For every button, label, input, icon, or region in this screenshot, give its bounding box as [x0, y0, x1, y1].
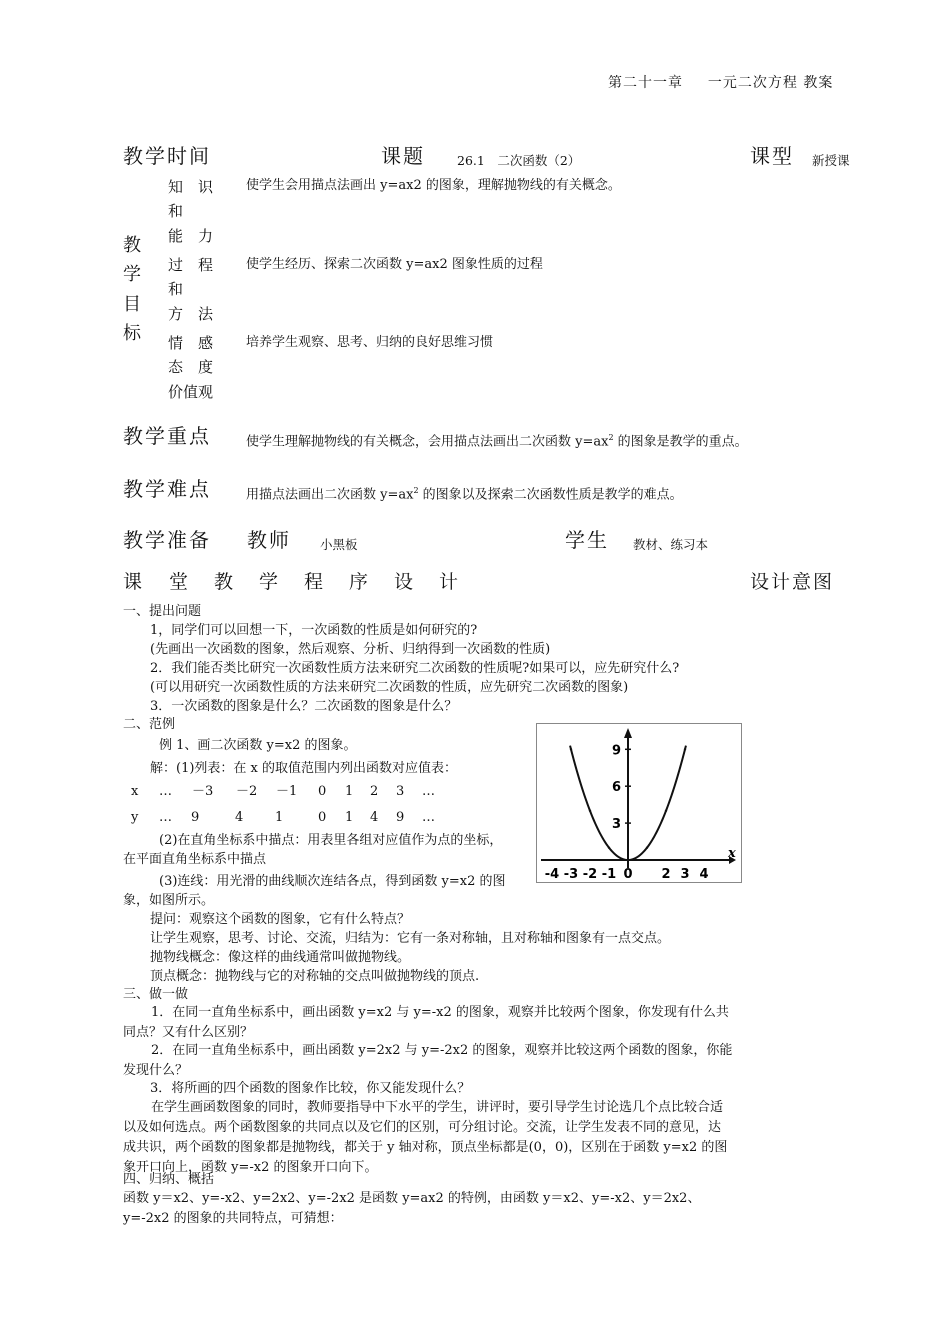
s3-paragraph-1: 1．在同一直角坐标系中，画出函数 y=x2 与 y=-x2 的图象，观察并比较两个图象，你发现有什么共同点？又有什么区别？	[123, 1005, 729, 1040]
prep-label: 教学准备	[123, 528, 211, 552]
time-label: 教学时间	[123, 144, 211, 168]
design-char: 序	[349, 571, 369, 593]
s3-paragraph-2: 2．在同一直角坐标系中，画出函数 y=2x2 与 y=-2x2 的图象，观察并比较这两个函数的图象，你能发现什么？	[123, 1043, 733, 1078]
x-tick-label: -2	[582, 867, 598, 882]
s1-line-5: 3．一次函数的图象是什么？二次函数的图象是什么？	[150, 699, 458, 714]
x-tick-label: -4	[544, 867, 560, 882]
focus-sup: 2	[608, 433, 614, 442]
objectives-char: 目	[123, 294, 141, 315]
objectives-char: 标	[123, 323, 141, 344]
table-cell: 9	[396, 810, 405, 825]
solution-step-2a: (2)在直角坐标系中描点：用表里各组对应值作为点的坐标，	[159, 833, 503, 848]
design-char: 堂	[169, 571, 189, 593]
section-3-title: 三、做一做	[123, 987, 189, 1002]
objective-label-line: 方 法	[168, 305, 214, 323]
objective-text: 使学生会用描点法画出 y=ax2 的图象，理解抛物线的有关概念。	[246, 178, 621, 193]
parabola-plot	[537, 724, 741, 882]
student-label: 学生	[565, 528, 609, 552]
section-4-title: 四、归纳、概括	[123, 1172, 215, 1187]
table-cell: －2	[236, 784, 258, 799]
s1-line-4: (可以用研究一次函数性质的方法来研究二次函数的性质，应先研究二次函数的图象)	[150, 680, 629, 695]
s1-line-3: 2．我们能否类比研究一次函数性质方法来研究二次函数的性质呢?如果可以，应先研究什么?	[150, 661, 680, 676]
y-tick-label: 9	[611, 743, 621, 759]
focus-text-a: 使学生理解抛物线的有关概念，会用描点法画出二次函数 y=ax	[246, 434, 609, 450]
solution-step-1: 解：(1)列表：在 x 的取值范围内列出函数对应值表：	[150, 761, 458, 776]
y-tick-label: 3	[611, 817, 621, 833]
objectives-char: 学	[123, 264, 141, 285]
vertex-definition: 顶点概念：抛物线与它的对称轴的交点叫做抛物线的顶点.	[150, 969, 480, 984]
type-value: 新授课	[812, 153, 850, 168]
question: 提问：观察这个函数的图象，它有什么特点？	[150, 912, 411, 927]
table-cell: …	[422, 784, 435, 799]
s1-line-1: 1，同学们可以回想一下，一次函数的性质是如何研究的?	[150, 623, 478, 638]
focus-text	[246, 428, 748, 452]
section-1-title: 一、提出问题	[123, 604, 202, 619]
x-tick-label: -1	[601, 867, 617, 882]
difficulty-sup: 2	[413, 486, 419, 495]
objective-label-line: 过 程	[168, 256, 214, 274]
chapter-number: 第二十一章	[608, 75, 683, 91]
table-cell: …	[159, 784, 172, 799]
y-axis-arrow	[624, 728, 632, 738]
s1-line-2: (先画出一次函数的图象，然后观察、分析、归纳得到一次函数的性质)	[150, 642, 551, 657]
focus-text-b: 的图象是教学的重点。	[613, 434, 748, 450]
table-cell: 0	[318, 810, 327, 825]
difficulty-label: 教学难点	[123, 477, 211, 501]
table-cell: 9	[191, 810, 200, 825]
section-2-title: 二、范例	[123, 717, 176, 732]
answer: 让学生观察，思考、讨论、交流，归结为：它有一条对称轴，且对称轴和图象有一点交点。	[150, 931, 671, 946]
x-tick-label: 0	[623, 867, 633, 882]
objectives-char: 教	[123, 235, 141, 256]
objective-text: 培养学生观察、思考、归纳的良好思维习惯	[246, 335, 494, 350]
tick-labels	[545, 743, 709, 882]
solution-step-3a: (3)连线：用光滑的曲线顺次连结各点，得到函数 y=x2 的图	[159, 874, 506, 889]
parabola-definition: 抛物线概念：像这样的曲线通常叫做抛物线。	[150, 950, 411, 965]
table-cell: 1	[345, 810, 354, 825]
design-char: 程	[304, 571, 324, 593]
difficulty-text-a: 用描点法画出二次函数 y=ax	[246, 487, 414, 503]
table-cell: 1	[345, 784, 354, 799]
type-label: 课型	[750, 144, 794, 168]
table-cell: 1	[275, 810, 284, 825]
x-tick-label: 4	[699, 867, 709, 882]
design-char: 教	[214, 571, 234, 593]
example-1: 例 1、画二次函数 y=x2 的图象。	[159, 738, 357, 753]
teacher-label: 教师	[247, 528, 291, 552]
objective-label-line: 能 力	[168, 227, 214, 245]
document-title: 一元二次方程 教案	[707, 75, 834, 91]
x-tick-label: 2	[661, 867, 671, 882]
parabola-graph	[536, 723, 742, 883]
s3-paragraph-3: 3．将所画的四个函数的图象作比较，你又能发现什么？	[150, 1081, 471, 1096]
table-x-label: x	[131, 784, 139, 799]
objective-label-line: 和	[168, 202, 184, 220]
table-y-label: y	[131, 810, 139, 825]
difficulty-text-b: 的图象以及探索二次函数性质是教学的难点。	[418, 487, 683, 503]
table-cell: 4	[370, 810, 379, 825]
x-axis-label: x	[728, 846, 736, 861]
x-tick-label: 3	[680, 867, 690, 882]
focus-label: 教学重点	[123, 424, 211, 448]
table-cell: …	[422, 810, 435, 825]
design-char: 学	[259, 571, 279, 593]
solution-step-3b: 象，如图所示。	[123, 893, 215, 908]
objective-label-line: 和	[168, 280, 184, 298]
table-cell: 4	[235, 810, 244, 825]
topic-value: 26.1 二次函数（2）	[457, 153, 581, 168]
table-cell: 3	[396, 784, 405, 799]
student-value: 教材、练习本	[633, 537, 709, 552]
chapter-title	[608, 72, 833, 92]
table-cell: 2	[370, 784, 379, 799]
table-cell: …	[159, 810, 172, 825]
design-char: 设	[394, 571, 414, 593]
solution-step-2b: 在平面直角坐标系中描点	[123, 852, 267, 867]
design-intent-label: 设计意图	[750, 571, 835, 593]
objective-label-line: 态 度	[168, 358, 214, 376]
s4-paragraph-1: 函数 y＝x2、y=-x2、y=2x2、y=-2x2 是函数 y=ax2 的特例，由函数 y＝x2、y=-x2、y＝2x2、y=-2x2 的图象的共同特点，可猜想：	[123, 1191, 701, 1226]
difficulty-text	[246, 481, 683, 505]
teacher-value: 小黑板	[320, 537, 358, 552]
design-char: 计	[439, 571, 459, 593]
table-cell: －1	[276, 784, 298, 799]
objective-label-line: 情 感	[168, 334, 214, 352]
x-tick-label: -3	[563, 867, 579, 882]
table-cell: 0	[318, 784, 327, 799]
s3-paragraph-4: 在学生画函数图象的同时，教师要指导中下水平的学生，讲评时，要引导学生讨论选几个点比较合适以及如何选点。两个函数图象的共同点以及它们的区别，可分组讨论。交流，让学生发表不同的意见，达成共识，两个函数的图象都是抛物线，都关于 y 轴对称，顶点坐标都是(0，0)，区别在于函数 y=x2 的图象开口向上，函数 y=-x2 的图象开口向下。	[123, 1100, 728, 1175]
objective-label-line: 价值观	[168, 383, 214, 401]
objective-label-line: 知 识	[168, 178, 214, 196]
design-char: 课	[123, 571, 143, 593]
objective-text: 使学生经历、探索二次函数 y=ax2 图象性质的过程	[246, 257, 543, 272]
table-cell: －3	[192, 784, 214, 799]
topic-label: 课题	[381, 144, 425, 168]
y-tick-label: 6	[611, 780, 621, 796]
